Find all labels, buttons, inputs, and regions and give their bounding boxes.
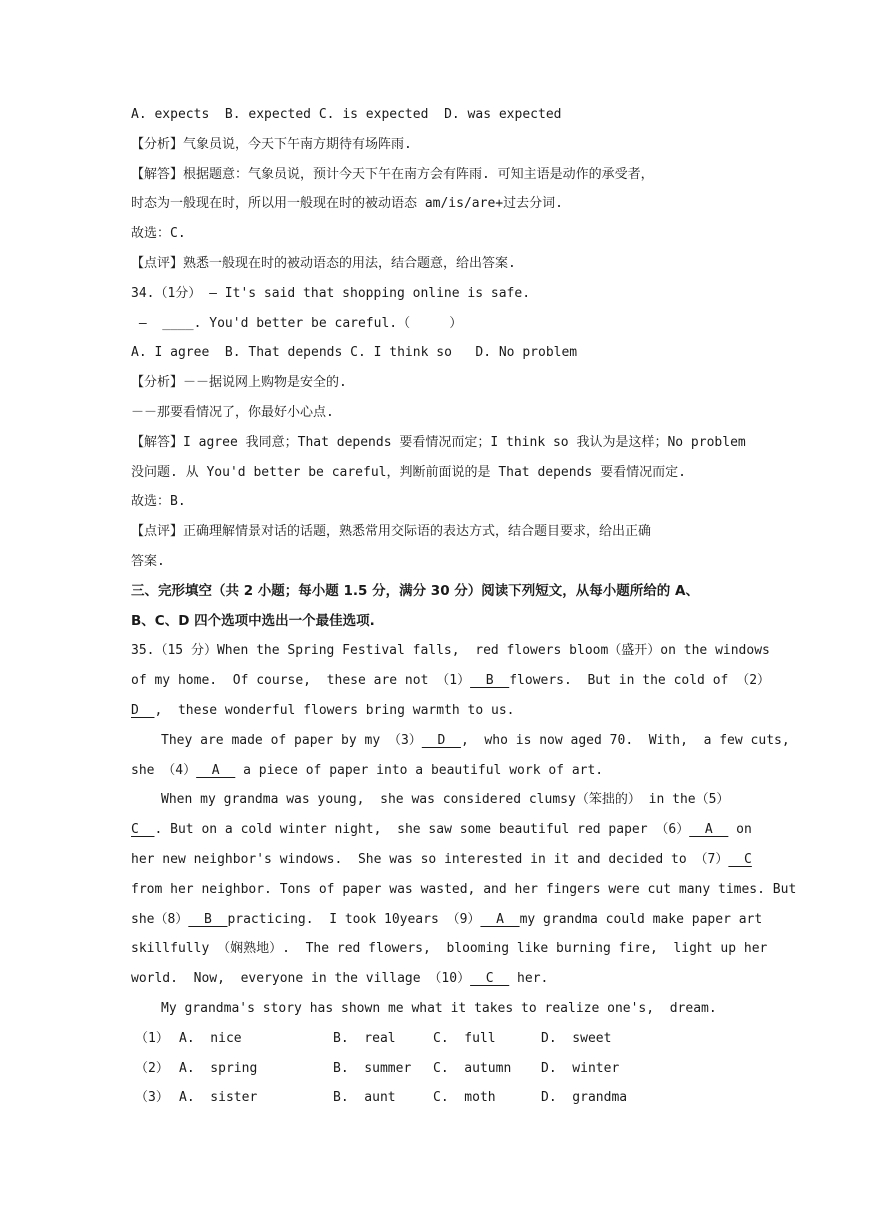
answer-blank-3: D [421,732,461,748]
q34-comment-line1: 【点评】正确理解情景对话的话题，熟悉常用交际语的表达方式，结合题目要求，给出正确 [131,524,652,540]
passage-line: from her neighbor. Tons of paper was wasted, and her fingers were cut many times. But [131,881,797,897]
option-row-3: （3） A. sister B. aunt C. moth D. grandma [135,1090,628,1106]
answer-blank-1: B [470,673,510,689]
q33-comment: 【点评】熟悉一般现在时的被动语态的用法，结合题意，给出答案. [131,255,516,271]
passage-line: she （4） A a piece of paper into a beautiful work of art. [131,762,604,778]
q34-stem-line2: – ____. You'd better be careful.（ ） [131,315,463,331]
passage-line: 35.（15 分）When the Spring Festival falls, red flowers bloom（盛开）on the windows [131,643,770,659]
q33-choice: 故选：C. [131,226,186,242]
passage-line: My grandma's story has shown me what it takes to realize one's, dream. [161,1000,717,1016]
answer-blank-8: B [188,911,228,927]
passage-line: When my grandma was young, she was considered clumsy（笨拙的） in the（5） [161,792,730,808]
passage-line: They are made of paper by my （3） D , who is now aged 70. With, a few cuts, [161,732,790,748]
answer-blank-2: D [131,702,155,718]
section-heading-line2: B、C、D 四个选项中选出一个最佳选项. [131,612,375,629]
q34-choice: 故选：B. [131,494,186,510]
q34-answer-line2: 没问题. 从 You'd better be careful，判断前面说的是 That depends 要看情况而定. [131,464,686,480]
answer-blank-5: C [131,822,155,838]
passage-line: world. Now, everyone in the village （10） C her. [131,971,549,987]
q34-analysis-line1: 【分析】－－据说网上购物是安全的. [131,375,347,391]
answer-blank-6: A [689,822,729,838]
q34-stem-line1: 34.（1分） – It's said that shopping online is safe. [131,285,531,301]
q34-options: A. I agree B. That depends C. I think so D. No problem [131,345,578,361]
option-row-1: （1） A. nice B. real C. full D. sweet [135,1030,612,1046]
option-row-2: （2） A. spring B. summer C. autumn D. winter [135,1060,620,1076]
passage-line: of my home. Of course, these are not （1） B flowers. But in the cold of （2） [131,673,771,689]
answer-blank-9: A [480,911,520,927]
q33-answer-line1: 【解答】根据题意：气象员说，预计今天下午在南方会有阵雨. 可知主语是动作的承受者， [131,166,654,182]
passage-line: skillfully （娴熟地）. The red flowers, blooming like burning fire, light up her [131,941,768,957]
passage-line: her new neighbor's windows. She was so interested in it and decided to （7） C [131,851,752,867]
section-heading-line1: 三、完形填空（共 2 小题；每小题 1.5 分，满分 30 分）阅读下列短文，从每小题所给的 A、 [131,582,699,599]
q34-analysis-line2: －－那要看情况了，你最好小心点. [131,404,334,420]
answer-blank-7: C [728,851,752,867]
q34-comment-line2: 答案. [131,553,165,569]
q33-options: A. expects B. expected C. is expected D. was expected [131,107,562,122]
answer-blank-10: C [470,971,510,987]
q33-answer-line2: 时态为一般现在时，所以用一般现在时的被动语态 am/is/are+过去分词. [131,196,563,212]
q33-analysis: 【分析】气象员说，今天下午南方期待有场阵雨. [131,136,412,152]
passage-line: C . But on a cold winter night, she saw some beautiful red paper （6） A on [131,822,752,838]
passage-line: D , these wonderful flowers bring warmth to us. [131,702,515,718]
answer-blank-4: A [196,762,236,778]
q34-answer-line1: 【解答】I agree 我同意；That depends 要看情况而定；I think so 我认为是这样；No problem [131,434,746,450]
passage-line: she（8） B practicing. I took 10years （9） A my grandma could make paper art [131,911,763,927]
document-page [131,100,797,1113]
